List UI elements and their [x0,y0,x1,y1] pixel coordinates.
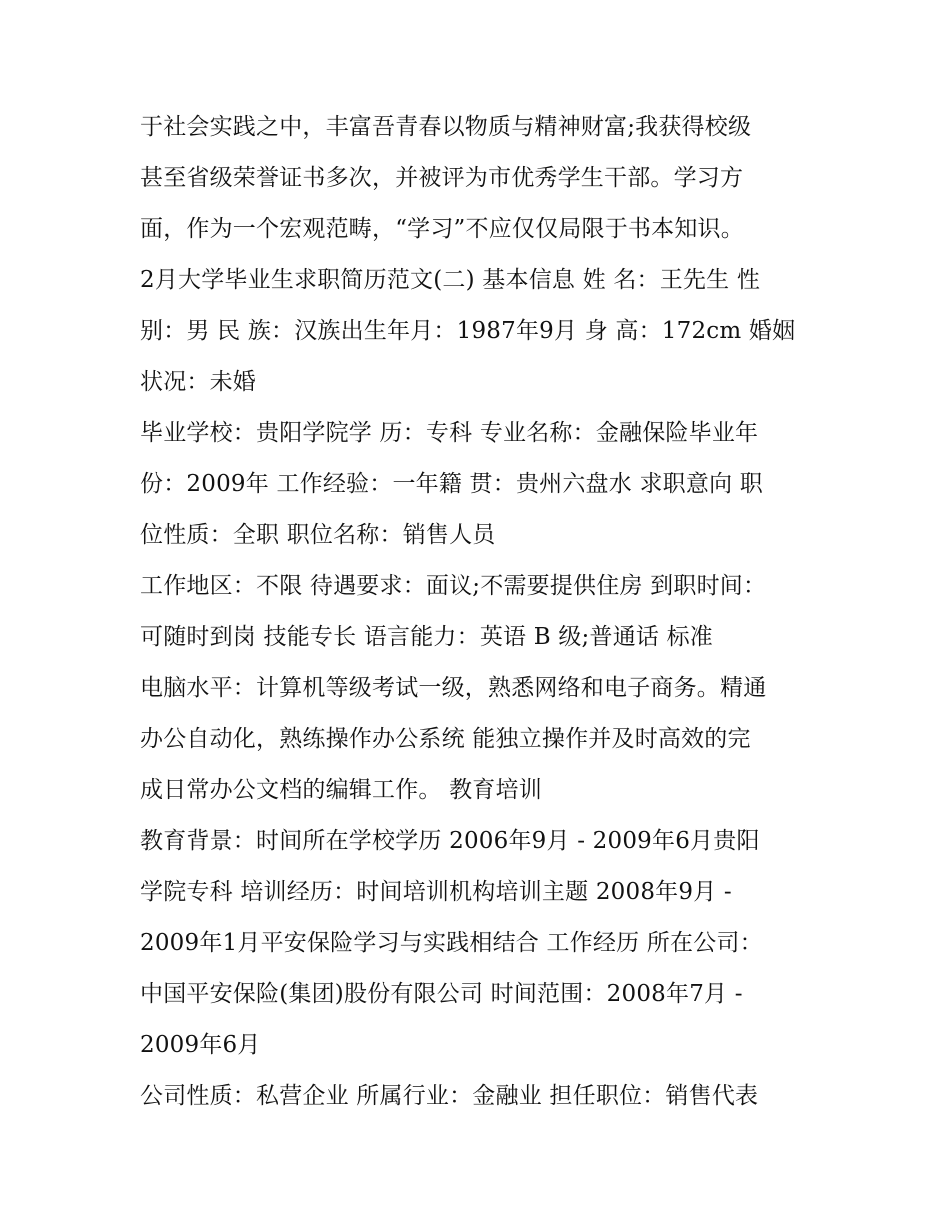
text-line: 2009年1月平安保险学习与实践相结合 工作经历 所在公司： [140,930,763,956]
text-line: 2月大学毕业生求职简历范文(二) 基本信息 姓 名：王先生 性 [140,267,761,293]
text-line: 中国平安保险(集团)股份有限公司 时间范围：2008年7月 - [140,981,743,1007]
text-line: 份：2009年 工作经验：一年籍 贯：贵州六盘水 求职意向 职 [140,471,763,497]
text-line: 甚至省级荣誉证书多次，并被评为市优秀学生干部。学习方 [140,165,744,191]
document-body [140,102,830,1122]
text-line: 面，作为一个宏观范畴，“学习”不应仅仅局限于书本知识。 [140,216,744,242]
text-line: 毕业学校：贵阳学院学 历：专科 专业名称：金融保险毕业年 [140,420,759,446]
text-line: 公司性质：私营企业 所属行业：金融业 担任职位：销售代表 [140,1083,759,1109]
text-line: 别：男 民 族：汉族出生年月：1987年9月 身 高：172cm 婚姻 [140,318,796,344]
text-line: 可随时到岗 技能专长 语言能力：英语 B 级;普通话 标准 [140,624,714,650]
text-line: 位性质：全职 职位名称：销售人员 [140,522,496,548]
text-line: 于社会实践之中，丰富吾青春以物质与精神财富;我获得校级 [140,114,752,140]
text-line: 状况：未婚 [140,369,256,395]
text-line: 学院专科 培训经历：时间培训机构培训主题 2008年9月 - [140,879,732,905]
text-line: 成日常办公文档的编辑工作。 教育培训 [140,777,542,803]
text-line: 教育背景：时间所在学校学历 2006年9月 - 2009年6月贵阳 [140,828,760,854]
text-line: 工作地区：不限 待遇要求：面议;不需要提供住房 到职时间： [140,573,767,599]
text-line: 办公自动化，熟练操作办公系统 能独立操作并及时高效的完 [140,726,751,752]
text-line: 电脑水平：计算机等级考试一级，熟悉网络和电子商务。精通 [140,675,767,701]
text-line: 2009年6月 [140,1032,261,1058]
